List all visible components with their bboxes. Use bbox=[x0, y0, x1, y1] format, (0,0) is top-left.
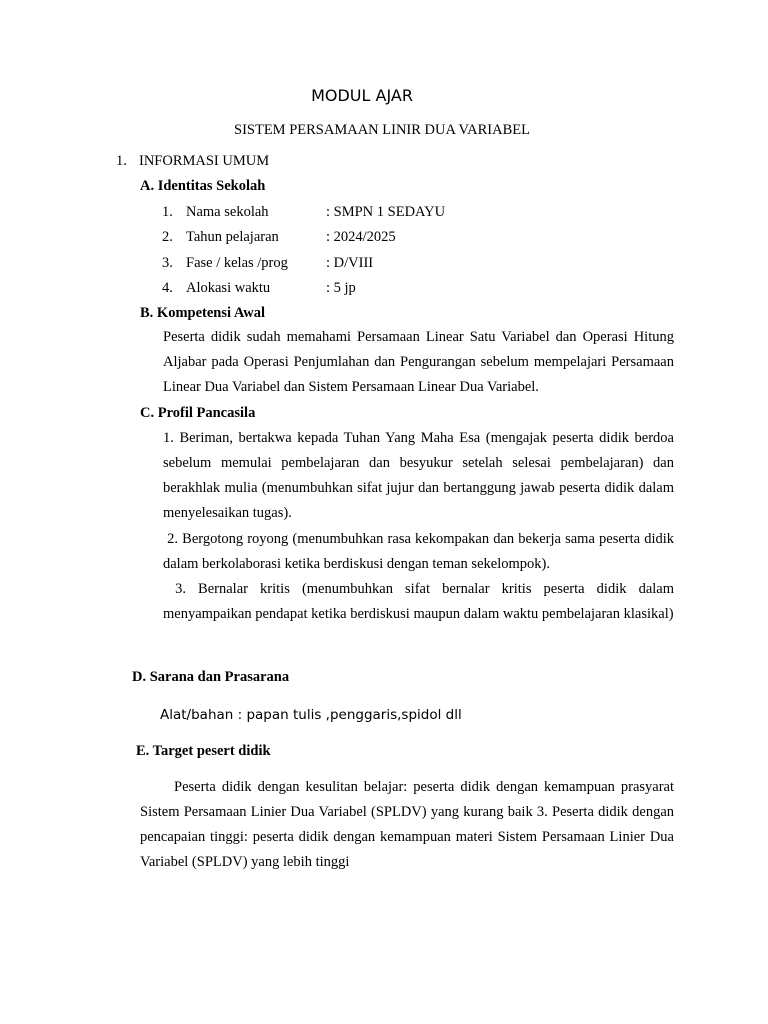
row-label: Fase / kelas /prog bbox=[186, 255, 288, 271]
identitas-heading: A. Identitas Sekolah bbox=[140, 178, 266, 194]
profil-item: 3. Bernalar kritis (menumbuhkan sifat bernalar kritis peserta didik dalam menyampaikan pendapat ketika berdiskusi maupun dalam waktu pembelajaran klasikal) bbox=[163, 581, 678, 622]
row-value: : 2024/2025 bbox=[326, 229, 396, 245]
target-heading: E. Target pesert didik bbox=[136, 743, 271, 759]
row-value: : D/VIII bbox=[326, 255, 374, 271]
identitas-row bbox=[162, 204, 482, 224]
kompetensi-heading: B. Kompetensi Awal bbox=[140, 305, 265, 321]
identitas-row bbox=[162, 229, 482, 249]
sarana-text: Alat/bahan : papan tulis ,penggaris,spidol dll bbox=[160, 707, 462, 723]
identitas-row bbox=[162, 255, 482, 275]
sarana-heading: D. Sarana dan Prasarana bbox=[132, 669, 290, 685]
profil-heading: C. Profil Pancasila bbox=[140, 405, 256, 421]
identitas-row bbox=[162, 280, 482, 300]
profil-item: 1. Beriman, bertakwa kepada Tuhan Yang Maha Esa (mengajak peserta didik berdoa sebelum memulai pembelajaran dan besyukur setelah selesai pembelajaran) dan berakhlak mulia (menumbuhkan sifat jujur dan bertanggung jawab peserta didik dalam menyelesaikan tugas). bbox=[163, 430, 674, 521]
profil-item: 2. Bergotong royong (menumbuhkan rasa kekompakan dan bekerja sama peserta didik dalam berkolaborasi ketika berdiskusi dengan teman sekelompok). bbox=[163, 531, 678, 572]
row-value: : SMPN 1 SEDAYU bbox=[326, 204, 446, 220]
row-label: Tahun pelajaran bbox=[186, 229, 279, 245]
row-number: 3. bbox=[162, 255, 173, 271]
row-label: Nama sekolah bbox=[186, 204, 269, 220]
row-value: : 5 jp bbox=[326, 280, 356, 296]
row-number: 4. bbox=[162, 280, 173, 296]
section-heading: INFORMASI UMUM bbox=[139, 153, 270, 169]
target-paragraph: Peserta didik dengan kesulitan belajar: peserta didik dengan kemampuan prasyarat Sistem Persamaan Linier Dua Variabel (SPLDV) yang kurang baik 3. Peserta didik dengan pencapaian tinggi: peserta didik dengan kemampuan materi Sistem Persamaan Linier Dua Variabel (SPLDV) yang lebih tinggi bbox=[140, 779, 674, 870]
row-number: 1. bbox=[162, 204, 173, 220]
section-informasi-umum bbox=[116, 153, 269, 170]
section-number: 1. bbox=[116, 153, 127, 169]
row-label: Alokasi waktu bbox=[186, 280, 271, 296]
kompetensi-paragraph: Peserta didik sudah memahami Persamaan Linear Satu Variabel dan Operasi Hitung Aljabar pada Operasi Penjumlahan dan Pengurangan sebelum mempelajari Persamaan Linear Dua Variabel dan Sistem Persamaan Linear Dua Variabel. bbox=[163, 329, 674, 395]
document-subtitle: SISTEM PERSAMAAN LINIR DUA VARIABEL bbox=[234, 122, 530, 138]
document-title: MODUL AJAR bbox=[311, 86, 413, 105]
row-number: 2. bbox=[162, 229, 173, 245]
